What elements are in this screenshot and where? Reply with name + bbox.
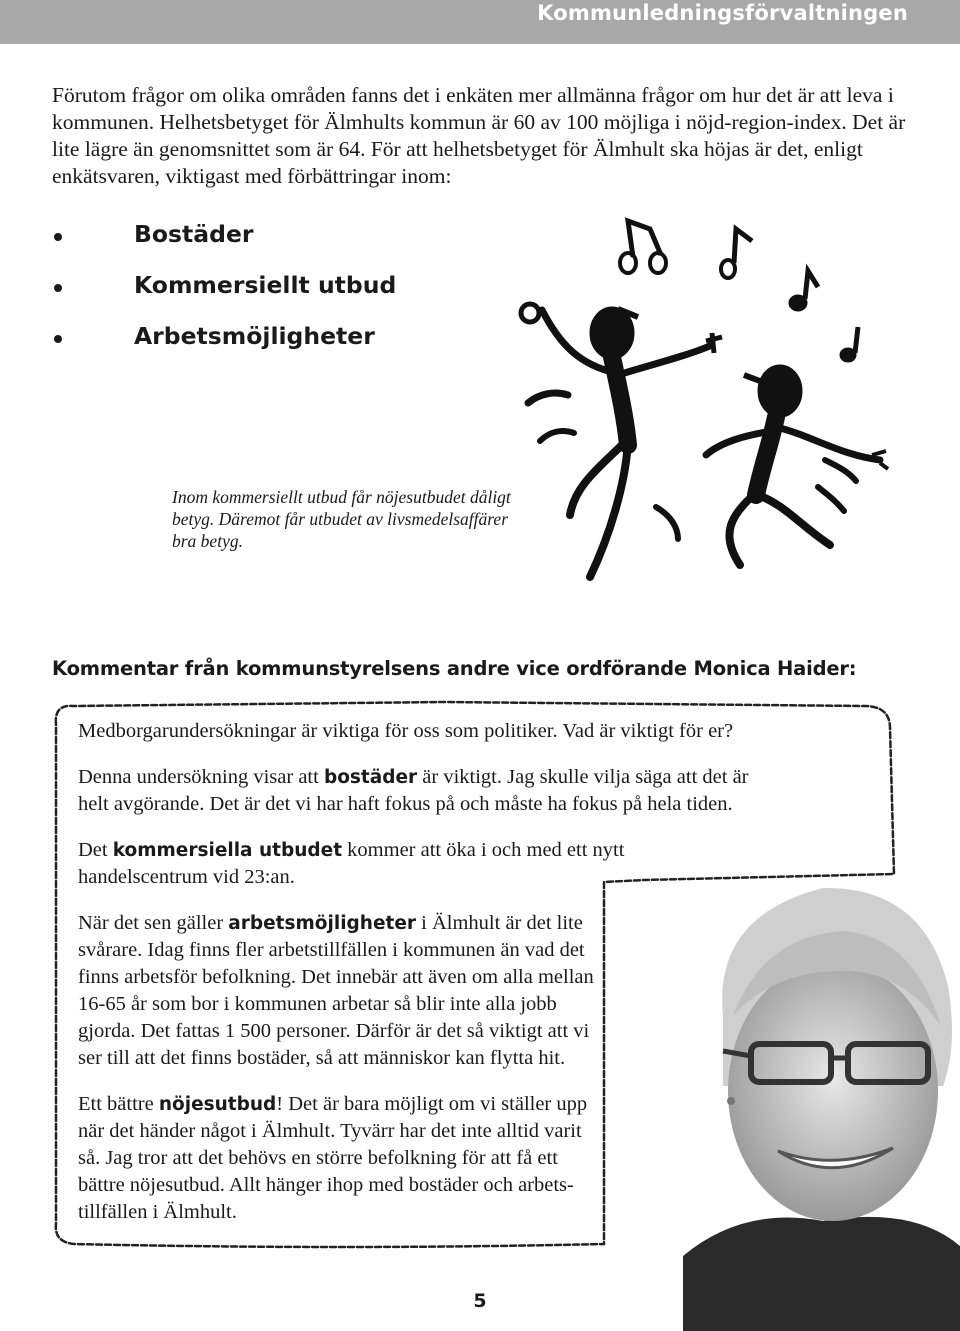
comment-paragraph [78, 1091, 749, 1226]
header-bar [0, 0, 960, 44]
text-run: kommer att öka i och med ett nytt [342, 839, 625, 861]
text-run: Ett bättre [78, 1093, 159, 1115]
intro-paragraph: Förutom frågor om olika områden fanns det i enkäten mer allmänna frågor om hur det är att leva i kommunen. Helhetsbetyget för Älmhults kommun är 60 av 100 möjliga i nöjd-region-index. Det är lite lägre än genomsnittet som är 64. För att helhetsbetyget för Älmhult ska höjas är det, enligt enkätsvaren, viktigast med förbättringar inom: [52, 83, 906, 188]
portrait-photo [683, 876, 960, 1331]
comment-paragraph [78, 910, 749, 1072]
emphasis-bostader: bostäder [323, 767, 418, 788]
text-run: bättre nöjesutbud. Allt hänger ihop med bostäder och arbets- [78, 1174, 574, 1196]
text-run: så. Jag tror att det behövs en större befolkning för att få ett [78, 1147, 558, 1169]
text-run: handelscentrum vid 23:an. [78, 866, 295, 888]
text-run: ser till att det finns bostäder, så att människor kan flytta hit. [78, 1047, 566, 1069]
text-run: Det [78, 839, 113, 861]
improvement-list [52, 208, 396, 361]
emphasis-arbetsmojligheter: arbetsmöjligheter [228, 913, 417, 934]
list-item [52, 310, 396, 361]
comment-body [78, 718, 749, 1245]
department-title: Kommunledningsförvaltningen [537, 1, 908, 25]
comment-paragraph [78, 764, 749, 818]
text-run: 16-65 år som bor i kommunen arbetar så blir inte alla jobb [78, 993, 557, 1015]
list-item [52, 259, 396, 310]
dancers-caption: Inom kommersiellt utbud får nöjesutbudet dåligt betyg. Däremot får utbudet av livsmedelsaffärer bra betyg. [172, 487, 511, 551]
dancer-figure [521, 304, 722, 577]
comment-paragraph [78, 837, 749, 891]
bullet-icon [54, 335, 62, 343]
text-run: Denna undersökning visar att [78, 766, 324, 788]
text-run: helt avgörande. Det är det vi har haft fokus på och måste ha fokus på hela tiden. [78, 793, 733, 815]
text-run: tillfällen i Älmhult. [78, 1201, 237, 1223]
page-number: 5 [473, 1290, 487, 1312]
bullet-icon [54, 233, 62, 241]
music-note-icon [620, 221, 666, 273]
music-note-icon [721, 229, 752, 278]
dancing-figures-illustration [500, 205, 900, 590]
comment-paragraph: Medborgarundersökningar är viktiga för oss som politiker. Vad är viktigt för er? [78, 720, 734, 742]
text-run: gjorda. Det fattas 1 500 personer. Därför är det så viktigt att vi [78, 1020, 590, 1042]
dancer-figure [706, 365, 888, 565]
list-item-label: Kommersiellt utbud [134, 270, 397, 299]
text-run: ! Det är bara möjligt om vi ställer upp [276, 1093, 588, 1115]
bullet-icon [54, 284, 62, 292]
music-note-icon [840, 327, 858, 362]
text-run: när det händer något i Älmhult. Tyvärr har det inte alltid varit [78, 1120, 582, 1142]
comment-heading: Kommentar från kommunstyrelsens andre vice ordförande Monica Haider: [52, 657, 857, 680]
list-item-label: Arbetsmöjligheter [134, 321, 375, 350]
list-item [52, 208, 396, 259]
music-note-icon [789, 271, 818, 311]
text-run: svårare. Idag finns fler arbetstillfällen i kommunen än vad det [78, 939, 585, 961]
text-run: i Älmhult är det lite [416, 912, 583, 934]
emphasis-nojesutbud: nöjesutbud [158, 1094, 277, 1115]
emphasis-kommersiella-utbudet: kommersiella utbudet [112, 840, 343, 861]
text-run: är viktigt. Jag skulle vilja säga att det är [417, 766, 749, 788]
list-item-label: Bostäder [134, 219, 254, 248]
text-run: När det sen gäller [78, 912, 229, 934]
text-run: finns arbetsför befolkning. Det innebär att även om alla mellan [78, 966, 594, 988]
